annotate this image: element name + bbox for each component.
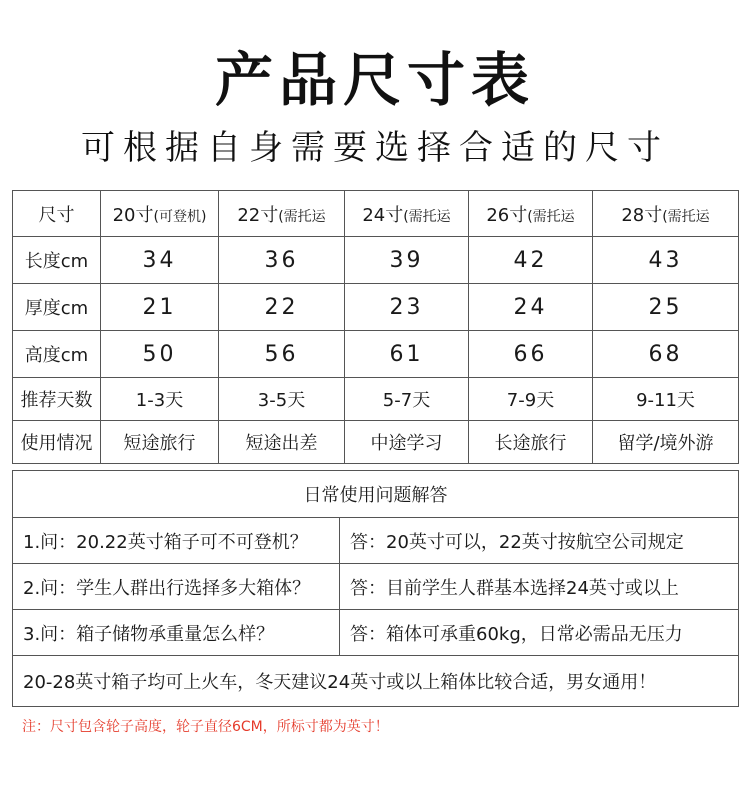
value-cell: 7-9天 — [469, 378, 593, 421]
size-table — [12, 190, 739, 464]
row-label: 使用情况 — [13, 421, 101, 464]
value-cell: 34 — [101, 237, 219, 284]
row-label: 长度cm — [13, 237, 101, 284]
size-note: (可登机) — [153, 208, 207, 225]
page-title: 产品尺寸表 — [214, 46, 535, 114]
faq-answer: 答：目前学生人群基本选择24英寸或以上 — [340, 564, 739, 610]
size-label: 22寸 — [237, 204, 279, 226]
length-row — [13, 237, 739, 284]
size-header-cell — [469, 191, 593, 237]
footnote: 注：尺寸包含轮子高度，轮子直径6CM，所标寸都为英寸！ — [22, 719, 389, 735]
size-note: (需托运 — [403, 208, 451, 225]
size-header-cell — [345, 191, 469, 237]
size-note: (需托运 — [662, 208, 710, 225]
faq-answer: 答：20英寸可以，22英寸按航空公司规定 — [340, 518, 739, 564]
size-header-row — [13, 191, 739, 237]
value-cell: 66 — [469, 331, 593, 378]
value-cell: 1-3天 — [101, 378, 219, 421]
size-label: 28寸 — [621, 204, 663, 226]
page-subtitle: 可根据自身需要选择合适的尺寸 — [81, 128, 669, 168]
size-note: (需托运 — [527, 208, 575, 225]
faq-item — [13, 610, 739, 656]
value-cell: 68 — [593, 331, 739, 378]
size-corner-cell: 尺寸 — [13, 191, 101, 237]
height-row — [13, 331, 739, 378]
size-label: 24寸 — [362, 204, 404, 226]
size-header-cell — [101, 191, 219, 237]
value-cell: 36 — [219, 237, 345, 284]
size-header-cell — [593, 191, 739, 237]
value-cell: 3-5天 — [219, 378, 345, 421]
value-cell: 22 — [219, 284, 345, 331]
value-cell: 24 — [469, 284, 593, 331]
value-cell: 42 — [469, 237, 593, 284]
size-label: 26寸 — [486, 204, 528, 226]
size-label: 20寸 — [112, 204, 154, 226]
usage-row — [13, 421, 739, 464]
value-cell: 43 — [593, 237, 739, 284]
value-cell: 长途旅行 — [469, 421, 593, 464]
faq-note: 20-28英寸箱子均可上火车，冬天建议24英寸或以上箱体比较合适，男女通用！ — [13, 656, 739, 707]
faq-question: 3.问：箱子储物承重量怎么样？ — [13, 610, 340, 656]
faq-question: 2.问：学生人群出行选择多大箱体？ — [13, 564, 340, 610]
value-cell: 61 — [345, 331, 469, 378]
days-row — [13, 378, 739, 421]
value-cell: 9-11天 — [593, 378, 739, 421]
row-label: 厚度cm — [13, 284, 101, 331]
value-cell: 23 — [345, 284, 469, 331]
value-cell: 21 — [101, 284, 219, 331]
value-cell: 留学/境外游 — [593, 421, 739, 464]
size-note: (需托运 — [278, 208, 326, 225]
value-cell: 50 — [101, 331, 219, 378]
value-cell: 短途出差 — [219, 421, 345, 464]
faq-table — [12, 470, 739, 707]
row-label: 高度cm — [13, 331, 101, 378]
value-cell: 中途学习 — [345, 421, 469, 464]
value-cell: 5-7天 — [345, 378, 469, 421]
size-header-cell — [219, 191, 345, 237]
faq-title: 日常使用问题解答 — [13, 471, 739, 518]
faq-item — [13, 564, 739, 610]
thickness-row — [13, 284, 739, 331]
value-cell: 39 — [345, 237, 469, 284]
faq-item — [13, 518, 739, 564]
value-cell: 短途旅行 — [101, 421, 219, 464]
faq-answer: 答：箱体可承重60kg，日常必需品无压力 — [340, 610, 739, 656]
value-cell: 25 — [593, 284, 739, 331]
row-label: 推荐天数 — [13, 378, 101, 421]
value-cell: 56 — [219, 331, 345, 378]
faq-question: 1.问：20.22英寸箱子可不可登机？ — [13, 518, 340, 564]
